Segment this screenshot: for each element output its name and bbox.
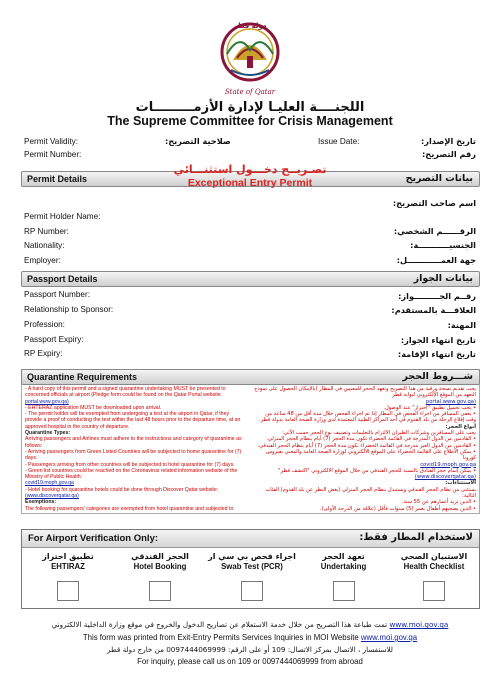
quarantine-line: - Hotel booking for quarantine hotels could be done through Discover Qatar website: — [25, 486, 219, 493]
passport-expiry-label-ar: تاريخ انتهاء الجواز: — [400, 335, 476, 345]
qatar-emblem-icon — [213, 20, 287, 100]
quarantine-line: Exemptions: — [25, 499, 57, 506]
footer-inquiry: For inquiry, please call us on 109 or 0097444069999 from abroad — [137, 657, 363, 666]
airport-verification-header — [22, 530, 479, 548]
footer-line-en — [0, 633, 500, 642]
quarantine-title-ar: شـــروط الحجر — [402, 371, 473, 382]
footer-text-ar: تمت طباعة هذا التصريح من خلال خدمة الاستعلام عن تصاريح الدخول والخروج في موقع وزارة الداخلية الالكتروني — [51, 620, 388, 629]
permit-number-label: Permit Number: — [24, 150, 82, 159]
footer-line-ar — [0, 620, 500, 629]
quarantine-line[interactable]: (www.discoverqatar.qa) — [414, 474, 476, 481]
quarantine-line: يستثنى من نظام الحجر الفندقي ويستبدل بنظام الحجر المنزلي (بغض النظر عن بلد القدوم) الفئات التالية: — [265, 486, 476, 500]
emblem-arabic-text: دولة قطر — [233, 22, 267, 30]
profession-label-ar: المهنة: — [447, 320, 476, 330]
holder-label-ar: اسم صاحب التصريح: — [392, 198, 476, 208]
quarantine-line: • القادمين من الدول الغير مدرجة في القائمة الخضراء تكون مدة الحجر (7) أيام بنظام الحجر الفندقي. — [257, 442, 476, 449]
check-swab-test — [206, 548, 298, 608]
rp-expiry-label: RP Expiry: — [24, 349, 63, 358]
quarantine-line: The following passengers' categories are exempted from hotel quarantine and subjected to — [25, 505, 234, 512]
quarantine-line[interactable]: portal.www.gov.qa) — [25, 398, 69, 405]
quarantine-line: - The permit holder will be exempted from undergoing a test at the airport in Qatar, if they provide a proof of conducting the test within the last 48 hours prior to the departure time, at an approved hospital in the country of departure. — [25, 411, 241, 430]
nationality-label: Nationality: — [24, 241, 65, 250]
quarantine-line: Arriving passengers and Airlines must adhere to the instructions and category of quarantine as follows: — [25, 436, 242, 449]
quarantine-line[interactable]: covid19.moph.gov.qa — [420, 461, 476, 468]
check-label: Swab Test (PCR) — [221, 562, 283, 571]
permit-validity-label-ar: صلاحية التصريح: — [165, 136, 231, 146]
quarantine-line: • يمكن إتمام حجز الفنادق بالنسبة للحجر الفندقي من خلال الموقع الالكتروني "اكتشف قطر" — [278, 467, 476, 474]
quarantine-line[interactable]: (portal.www.gov.qa — [425, 398, 476, 405]
passport-details-header — [21, 271, 480, 287]
check-label-ar: الاستبيان الصحي — [400, 552, 468, 561]
airport-verification-box — [21, 529, 480, 609]
employer-label: Employer: — [24, 256, 61, 265]
permit-validity-label: Permit Validity: — [24, 137, 78, 146]
quarantine-title: Quarantine Requirements — [27, 372, 138, 382]
permit-type-arabic: تصـريــح دخـــول استثنـــائي — [173, 163, 327, 176]
check-label-ar: تطبيق احتراز — [42, 552, 94, 561]
airport-verification-title: For Airport Verification Only: — [28, 533, 159, 544]
quarantine-line: • يجب تحميل تطبيق "احتراز" عند الوصول. — [383, 404, 476, 411]
rp-expiry-label-ar: تاريخ انتهاء الإقامة: — [397, 349, 476, 359]
profession-label: Profession: — [24, 320, 65, 329]
check-label-ar: الحجز الفندقي — [131, 552, 189, 561]
rp-number-label: RP Number: — [24, 227, 69, 236]
check-label-ar: اجراء فحص بي سي ار — [208, 552, 296, 561]
passport-expiry-label: Passport Expiry: — [24, 335, 84, 344]
check-label: Health Checklist — [403, 562, 465, 571]
quarantine-line: - Arriving passengers from Green Listed Countries will be subjected to home quarantine for (7) days. — [25, 448, 242, 462]
relationship-label-ar: العلاقـــة بالمستقدم: — [391, 305, 476, 315]
quarantine-line: يجب على المسافرين وشركات الطيران الالتزام بالتعليمات وتصنيف نوع الحجر حسب الآتي: — [282, 430, 476, 437]
checkbox-undertaking[interactable] — [333, 581, 355, 601]
quarantine-line: أنواع الحجر: — [445, 423, 476, 430]
checkbox-hotel-booking[interactable] — [149, 581, 171, 601]
passport-number-label: Passport Number: — [24, 290, 90, 299]
checkbox-swab-test[interactable] — [241, 581, 263, 601]
check-label: Hotel Booking — [133, 562, 187, 571]
check-label-ar: تعهد الحجر — [322, 552, 365, 561]
quarantine-line: • يمكن الاطلاع على القائمة الخضراء على الموقع الالكتروني لوزارة الصحة العامة والمعني بفيروس كورونا — [265, 448, 476, 462]
relationship-label: Relationship to Sponsor: — [24, 305, 114, 314]
employer-label-ar: جهة العمــــــــــــل: — [396, 255, 476, 265]
holder-label: Permit Holder Name: — [24, 212, 101, 221]
check-health-checklist — [389, 548, 479, 608]
check-label: EHTIRAZ — [51, 562, 85, 571]
footer-inquiry-ar: للاستفسار ، الاتصال بمركز الاتصال: 109 أو على الرقم: 0097444069999 من خارج دولة قطر — [107, 645, 393, 654]
permit-number-label-ar: رقم التصريح: — [422, 149, 476, 159]
passport-details-title: Passport Details — [27, 274, 98, 284]
emblem-english-text: State of Qatar — [224, 88, 276, 96]
checkbox-ehtiraz[interactable] — [57, 581, 79, 601]
footer-link-ar[interactable]: www.moi.gov.qa — [389, 620, 449, 629]
permit-type-english: Exceptional Entry Permit — [187, 177, 313, 189]
title-arabic: اللجنــــة العليـا لإدارة الأزمـــــــــات — [135, 100, 365, 115]
rp-number-label-ar: الرقــــــم الشخصي: — [393, 226, 476, 236]
issue-date-label: Issue Date: — [318, 137, 360, 146]
footer-link[interactable]: www.moi.gov.qa — [360, 633, 418, 642]
check-ehtiraz — [22, 548, 114, 608]
quarantine-line: - A hard copy of this permit and a signed quarantine undertaking MUST be presented to concerned officials at airport (Pledge form could be found on the Qatar Portal website — [25, 386, 226, 399]
quarantine-line[interactable]: (www.discoverqatar.qa) — [25, 493, 79, 500]
airport-verification-title-ar: لاستخدام المطار فقط: — [359, 532, 473, 543]
issue-date-label-ar: تاريخ الإصدار: — [420, 136, 476, 146]
quarantine-arabic-text — [254, 386, 476, 512]
footer-text: This form was printed from Exit-Entry Permits Services Inquiries in MOI Website — [82, 633, 359, 642]
check-hotel-booking — [114, 548, 206, 608]
quarantine-line: • القادمين من الدول المدرجة في القائمة الخضراء تكون مدة الحجر (7) أيام بنظام الحجر المنزلي. — [266, 436, 476, 443]
title-english: The Supreme Committee for Crisis Management — [107, 114, 393, 128]
quarantine-english-text — [25, 386, 247, 512]
check-undertaking — [298, 548, 389, 608]
quarantine-line: • الذين تزيد أعمارهم عن 55 سنة. — [401, 499, 476, 506]
quarantine-line: يجب تقديم نسخة ورقية من هذا التصريح وتعهد الحجر للمعنيين في المطار (بالإمكان الحصول على نموذج التعهد من الموقع الإلكتروني لبوابة قطر — [254, 386, 476, 399]
quarantine-line: • الذين يصحبهم أطفال بعمر (5) سنوات فأقل (علاقة من الدرجة الأولى). — [319, 505, 476, 512]
quarantine-line: الاستثناءات: — [445, 480, 476, 487]
quarantine-header — [21, 369, 480, 385]
quarantine-line: • يعفى المسافر من اجراء الفحص في المطار إذا تم اجراء الفحص خلال مدة أقل من 48 ساعة من وقت إقلاع الرحلة من بلد القدوم في أحد المراكز الطبية المعتمدة لدى وزارة الصحة العامة بدولة قطر. — [258, 411, 476, 424]
permit-details-title: Permit Details — [27, 174, 88, 184]
checkbox-health-checklist[interactable] — [423, 581, 445, 601]
quarantine-line: - Green list countries could be reached on the Coronavirus related information website of the Ministry of Public Health: — [25, 467, 238, 481]
quarantine-line[interactable]: covid19.moph.gov.qa — [25, 480, 74, 487]
passport-details-title-ar: بيانات الجواز — [413, 273, 473, 284]
quarantine-line: - EHTERAZ application MUST be downloaded upon arrival. — [25, 404, 162, 411]
quarantine-line: - Passengers arriving from other countries will be subjected to hotel quarantine for (7) days. — [25, 461, 235, 468]
nationality-label-ar: الجنسيـــــــــــة: — [410, 240, 476, 250]
quarantine-line: Quarantine Types: — [25, 430, 71, 437]
check-label: Undertaking — [320, 562, 367, 571]
quarantine-requirements-box — [21, 369, 480, 514]
passport-number-label-ar: رقــم الجـــــــــواز: — [398, 291, 476, 301]
permit-details-title-ar: بيانات التصريح — [405, 173, 473, 184]
